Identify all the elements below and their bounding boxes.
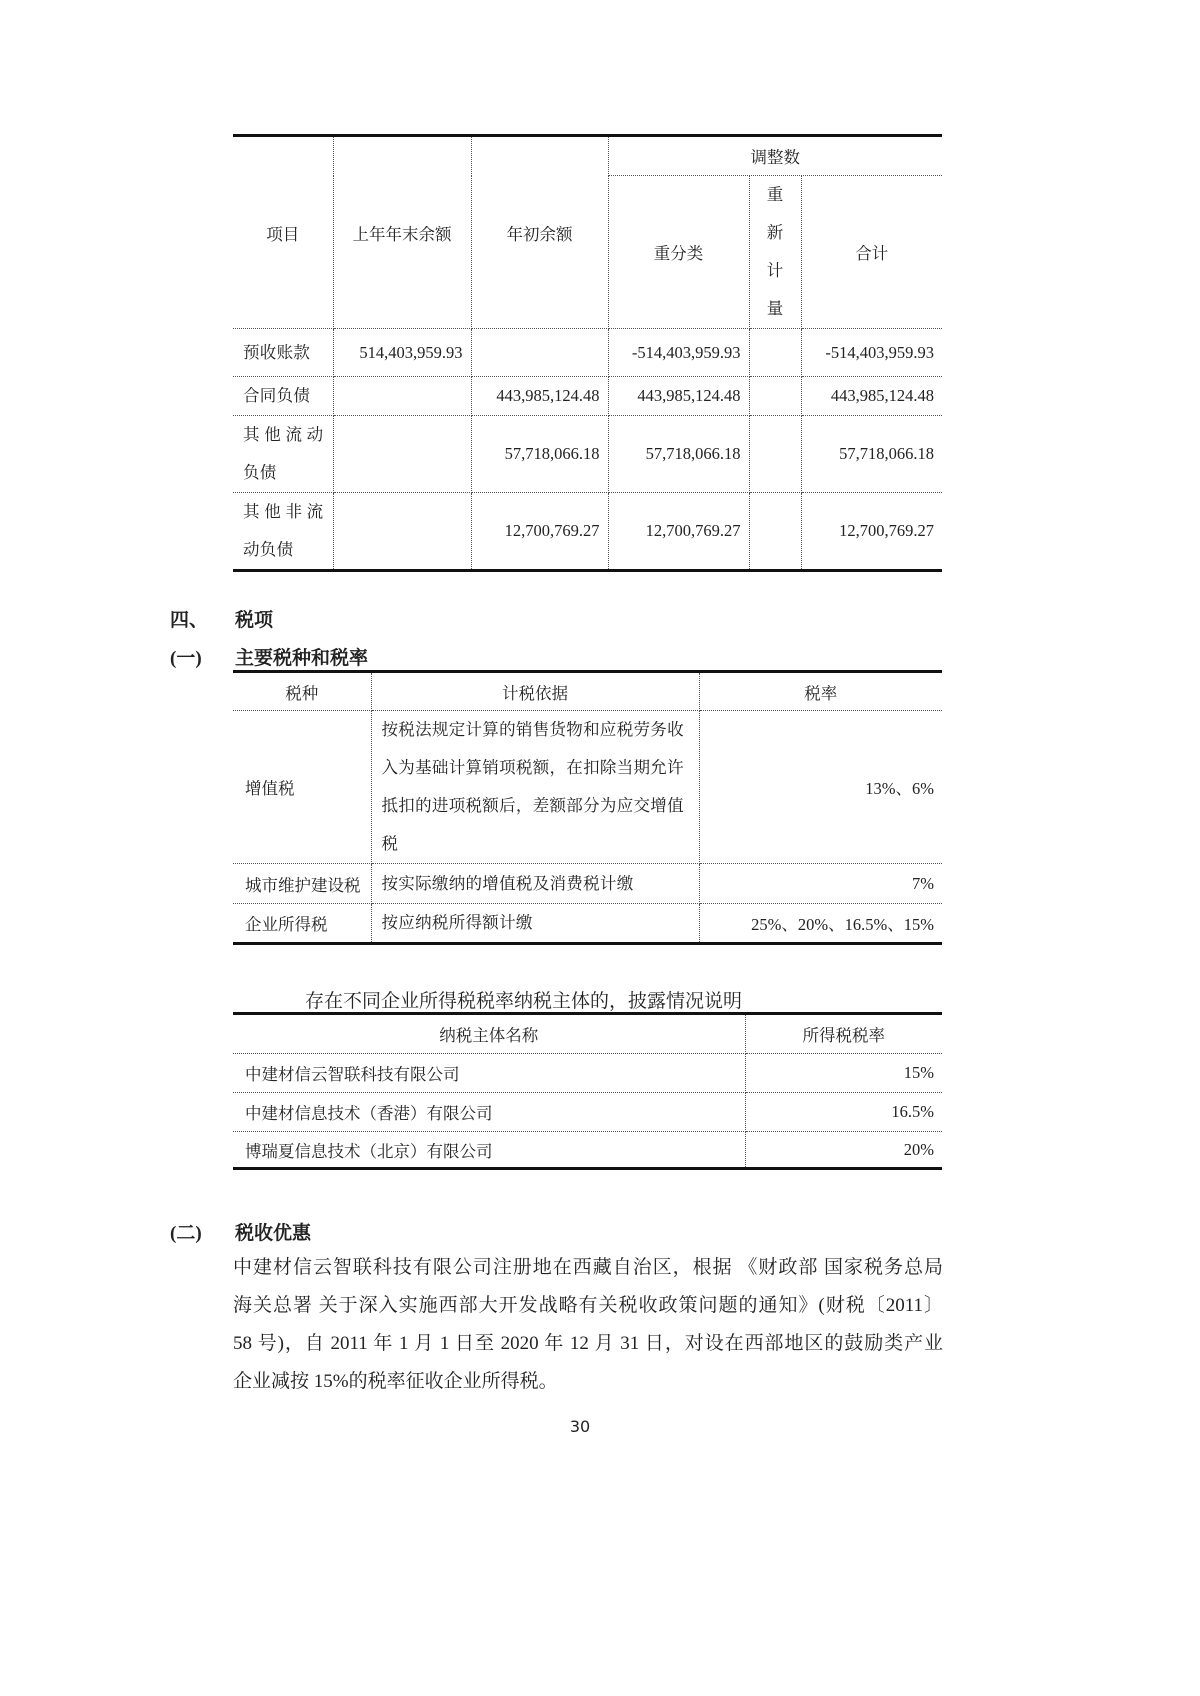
tax-rate-cell: 7%	[699, 864, 942, 904]
header-basis: 计税依据	[371, 672, 699, 711]
tax-rate-table	[233, 670, 942, 945]
item-label: 预收账款	[243, 342, 311, 362]
entity-name-cell: 中建材信息技术（香港）有限公司	[233, 1093, 745, 1132]
tax-basis-cell	[371, 904, 699, 944]
entity-rate-cell: 16.5%	[745, 1093, 942, 1132]
year-begin-cell: 57,718,066.18	[471, 416, 608, 493]
header-remeasure	[749, 176, 801, 329]
entity-rate-cell: 20%	[745, 1132, 942, 1169]
header-char: 新	[766, 223, 784, 242]
item-cell	[233, 493, 333, 571]
item-cell	[233, 377, 333, 416]
reclassify-cell: -514,403,959.93	[608, 329, 749, 377]
tax-type-cell: 企业所得税	[233, 904, 371, 944]
table-row	[233, 1093, 942, 1132]
tax-basis-cell	[371, 711, 699, 864]
header-item: 项目	[233, 136, 333, 329]
tax-incentive-paragraph	[233, 1249, 943, 1401]
total-cell: 443,985,124.48	[801, 377, 942, 416]
basis-line: 税	[381, 834, 399, 853]
header-entity-name: 纳税主体名称	[233, 1014, 745, 1054]
prev-year_end-cell: 514,403,959.93	[333, 329, 471, 377]
remeasure-cell	[749, 493, 801, 571]
item-cell	[233, 329, 333, 377]
table-row	[233, 416, 942, 493]
entity-rate-cell: 15%	[745, 1054, 942, 1093]
paragraph-line: 海关总署 关于深入实施西部大开发战略有关税收政策问题的通知》(财税〔2011〕	[233, 1295, 943, 1316]
item-label: 动负债	[243, 540, 294, 559]
tax-type-cell: 增值税	[233, 711, 371, 864]
reclassify-cell: 57,718,066.18	[608, 416, 749, 493]
table-row	[233, 1054, 942, 1093]
table-row	[233, 904, 942, 944]
paragraph-line: 企业减按 15%的税率征收企业所得税。	[233, 1371, 558, 1392]
header-total: 合计	[801, 176, 942, 329]
tax-type-cell: 城市维护建设税	[233, 864, 371, 904]
basis-line: 按应纳税所得额计缴	[381, 913, 533, 932]
year-begin-cell: 443,985,124.48	[471, 377, 608, 416]
total-cell: 12,700,769.27	[801, 493, 942, 571]
table-caption: 存在不同企业所得税税率纳税主体的，披露情况说明	[305, 991, 743, 1012]
tax-basis-cell	[371, 864, 699, 904]
remeasure-cell	[749, 377, 801, 416]
header-year-begin: 年初余额	[471, 136, 608, 329]
table-row	[233, 864, 942, 904]
entity-name-cell: 博瑞夏信息技术（北京）有限公司	[233, 1132, 745, 1169]
item-label: 其 他 流 动	[243, 425, 324, 444]
header-char: 量	[766, 299, 784, 318]
entity-name-cell: 中建材信云智联科技有限公司	[233, 1054, 745, 1093]
total-cell: 57,718,066.18	[801, 416, 942, 493]
item-cell	[233, 416, 333, 493]
year-begin-cell: 12,700,769.27	[471, 493, 608, 571]
table-row	[233, 329, 942, 377]
section-title: 税项	[235, 610, 274, 631]
tax-rate-cell: 25%、20%、16.5%、15%	[699, 904, 942, 944]
adjustment-table	[233, 134, 942, 572]
header-prev-year-end: 上年年末余额	[333, 136, 471, 329]
subsection-title: 主要税种和税率	[235, 648, 369, 669]
paragraph-line: 58 号)，自 2011 年 1 月 1 日至 2020 年 12 月 31 日，对设在西部地区的鼓励类产业	[233, 1333, 943, 1354]
item-label: 负债	[243, 463, 277, 482]
basis-line: 入为基础计算销项税额，在扣除当期允许	[381, 758, 684, 777]
tax-rate-cell: 13%、6%	[699, 711, 942, 864]
section-number: 四、	[170, 610, 209, 631]
page-number: 30	[569, 1417, 591, 1436]
table-row	[233, 377, 942, 416]
header-char: 重	[766, 185, 784, 204]
basis-line: 按实际缴纳的增值税及消费税计缴	[381, 873, 634, 893]
remeasure-cell	[749, 329, 801, 377]
header-adjustment: 调整数	[608, 136, 942, 176]
prev-year_end-cell	[333, 416, 471, 493]
header-char: 计	[766, 261, 784, 280]
prev-year_end-cell	[333, 493, 471, 571]
basis-line: 抵扣的进项税额后，差额部分为应交增值	[381, 796, 684, 815]
reclassify-cell: 12,700,769.27	[608, 493, 749, 571]
remeasure-cell	[749, 416, 801, 493]
header-rate: 税率	[699, 672, 942, 711]
table-row	[233, 1132, 942, 1169]
table-row	[233, 711, 942, 864]
total-cell: -514,403,959.93	[801, 329, 942, 377]
header-tax: 税种	[233, 672, 371, 711]
item-label: 合同负债	[243, 386, 311, 405]
entity-tax-table	[233, 1012, 942, 1170]
paragraph-line: 中建材信云智联科技有限公司注册地在西藏自治区，根据 《财政部 国家税务总局	[233, 1257, 943, 1278]
item-label: 其 他 非 流	[243, 502, 324, 521]
basis-line: 按税法规定计算的销售货物和应税劳务收	[381, 720, 684, 739]
header-reclassify: 重分类	[608, 176, 749, 329]
subsection-number: (一)	[170, 648, 202, 669]
subsection-title: 税收优惠	[235, 1223, 312, 1244]
reclassify-cell: 443,985,124.48	[608, 377, 749, 416]
subsection-number: (二)	[170, 1223, 202, 1244]
table-row	[233, 493, 942, 571]
header-income-tax-rate: 所得税税率	[745, 1014, 942, 1054]
year-begin-cell	[471, 329, 608, 377]
prev-year_end-cell	[333, 377, 471, 416]
